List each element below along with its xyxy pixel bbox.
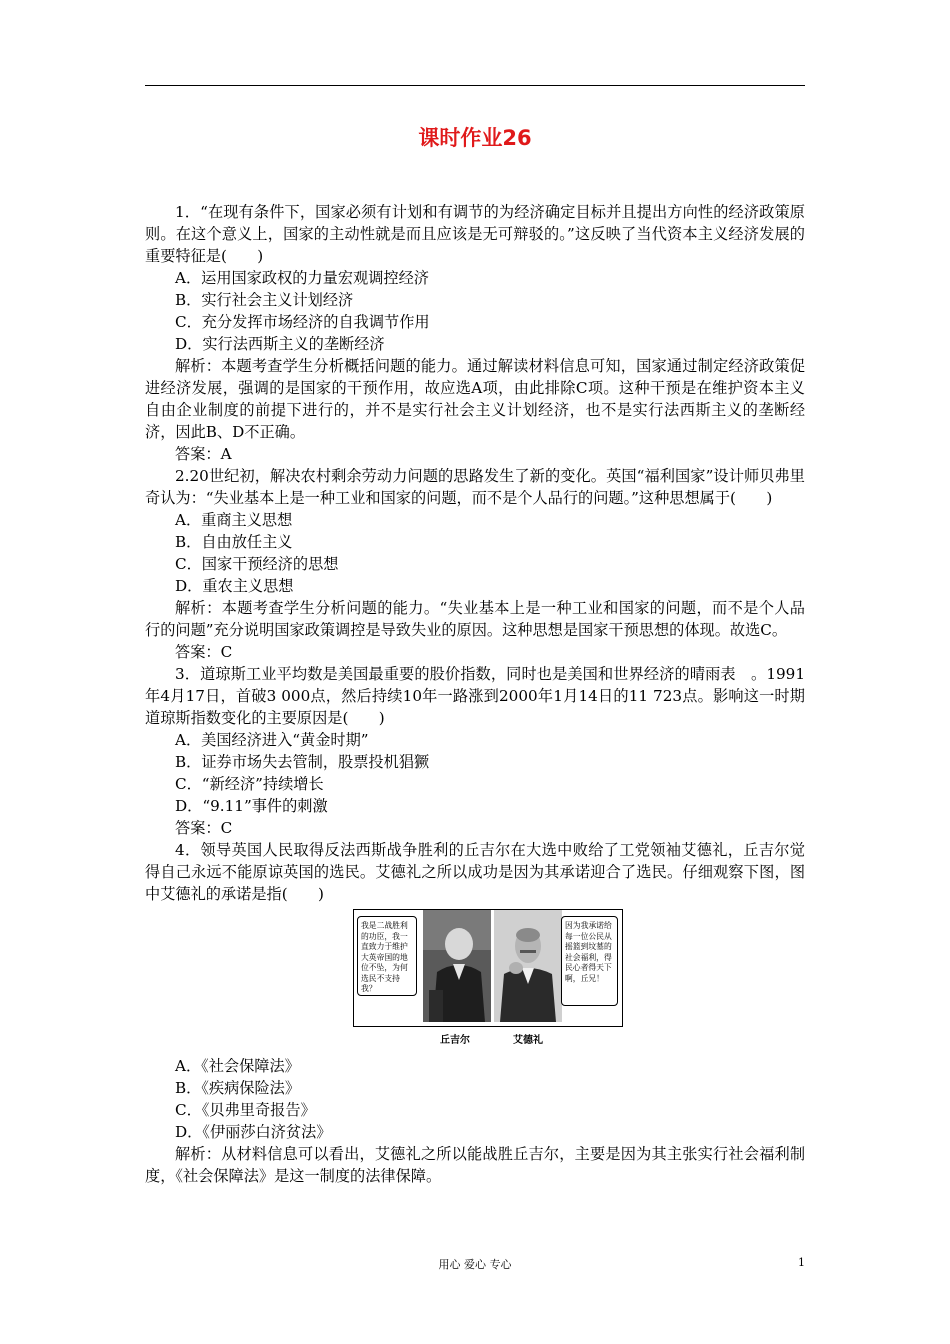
option-line: 答案：C	[175, 643, 233, 661]
option-line: A．美国经济进入“黄金时期”	[175, 731, 369, 749]
option-line: C．“新经济”持续增长	[175, 775, 324, 793]
option-line: C．充分发挥市场经济的自我调节作用	[175, 313, 430, 331]
option-line: A．运用国家政权的力量宏观调控经济	[175, 269, 429, 287]
questions-part-2	[145, 1055, 805, 1187]
option-line: D．实行法西斯主义的垄断经济	[175, 335, 385, 353]
option-line: 答案：A	[175, 445, 232, 463]
document-body	[145, 201, 805, 1187]
attlee-photo	[494, 910, 562, 1022]
cartoon-figure	[353, 909, 623, 1049]
page-footer: 用心 爱心 专心	[438, 1258, 512, 1271]
page-number: 1	[798, 1256, 805, 1269]
option-line: A．重商主义思想	[175, 511, 293, 529]
churchill-caption: 丘吉尔	[440, 1035, 470, 1046]
option-line: B．实行社会主义计划经济	[175, 291, 354, 309]
page-title: 课时作业26	[418, 126, 532, 150]
option-line: A．《社会保障法》	[175, 1057, 300, 1075]
churchill-photo	[423, 910, 491, 1022]
paragraph: 3．道琼斯工业平均数是美国最重要的股价指数，同时也是美国和世界经济的晴雨表 。1991年4月17日，首破3 000点，然后持续10年一路涨到2000年1月14日的11 723点。影响这一时期道琼斯指数变化的主要原因是( )	[145, 665, 805, 727]
attlee-caption: 艾德礼	[513, 1035, 543, 1046]
option-line: C．国家干预经济的思想	[175, 555, 339, 573]
churchill-speech-bubble: 我是二战胜利的功臣，我一直致力于维护大英帝国的地位不坠，为何选民不支持我？	[357, 916, 417, 996]
option-line: D．《伊丽莎白济贫法》	[175, 1123, 332, 1141]
paragraph: 解析：本题考查学生分析问题的能力。“失业基本上是一种工业和国家的问题，而不是个人品行的问题”充分说明国家政策调控是导致失业的原因。这种思想是国家干预思想的体现。故选C。	[145, 599, 805, 639]
questions-part-1	[145, 201, 805, 905]
attlee-speech-bubble: 因为我承诺给每一位公民从摇篮到坟墓的社会福利，得民心者得天下啊，丘兄！	[561, 916, 618, 1006]
option-line: D．“9.11”事件的刺激	[175, 797, 328, 815]
paragraph: 解析：从材料信息可以看出，艾德礼之所以能战胜丘吉尔，主要是因为其主张实行社会福利制度，《社会保障法》是这一制度的法律保障。	[145, 1145, 805, 1185]
paragraph: 1．“在现有条件下，国家必须有计划和有调节的为经济确定目标并且提出方向性的经济政策原则。在这个意义上，国家的主动性就是而且应该是无可辩驳的。”这反映了当代资本主义经济发展的重要特征是( )	[145, 203, 805, 265]
paragraph: 4．领导英国人民取得反法西斯战争胜利的丘吉尔在大选中败给了工党领袖艾德礼，丘吉尔觉得自己永远不能原谅英国的选民。艾德礼之所以成功是因为其承诺迎合了选民。仔细观察下图，图中艾德礼的承诺是指( )	[145, 841, 805, 903]
option-line: B．自由放任主义	[175, 533, 293, 551]
option-line: 答案：C	[175, 819, 233, 837]
option-line: B．证券市场失去管制，股票投机猖獗	[175, 753, 430, 771]
option-line: D．重农主义思想	[175, 577, 294, 595]
header-rule	[145, 85, 805, 86]
option-line: C．《贝弗里奇报告》	[175, 1101, 316, 1119]
paragraph: 解析：本题考查学生分析概括问题的能力。通过解读材料信息可知，国家通过制定经济政策促进经济发展，强调的是国家的干预作用，故应选A项，由此排除C项。这种干预是在维护资本主义自由企业制度的前提下进行的，并不是实行社会主义计划经济，也不是实行法西斯主义的垄断经济，因此B、D不正确。	[145, 357, 805, 441]
paragraph: 2.20世纪初，解决农村剩余劳动力问题的思路发生了新的变化。英国“福利国家”设计师贝弗里奇认为：“失业基本上是一种工业和国家的问题，而不是个人品行的问题。”这种思想属于( )	[145, 467, 805, 507]
option-line: B．《疾病保险法》	[175, 1079, 301, 1097]
